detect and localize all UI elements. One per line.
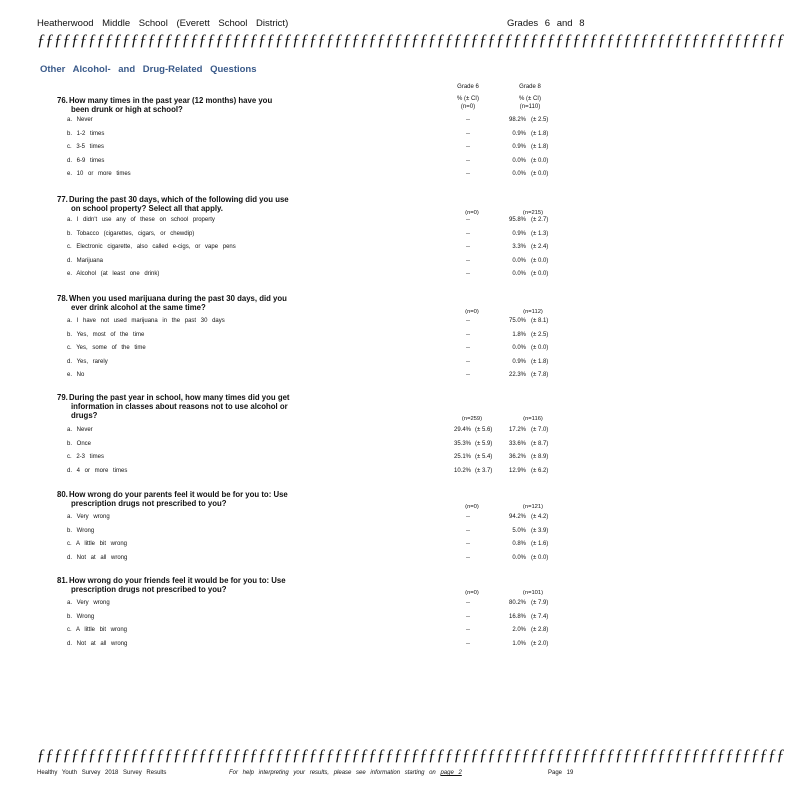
footer-page-link[interactable]: page 2: [440, 770, 462, 776]
grade6-value: --: [466, 600, 470, 606]
grade8-ci: (± 0.0): [531, 257, 549, 264]
grade8-ci: (± 1.8): [531, 358, 549, 365]
list-item: [0, 427, 618, 439]
list-item: [0, 627, 618, 639]
grade8-ci: (± 0.0): [531, 157, 549, 164]
grade6-value: --: [466, 358, 470, 365]
list-item: [0, 454, 618, 466]
grade6-value: --: [466, 318, 470, 324]
school-name: Heatherwood Middle School (Everett School District): [37, 18, 289, 29]
grade6-n-count: (n=0): [465, 504, 479, 510]
grade6-n-count: (n=0): [465, 309, 479, 315]
grade8-label: Grade 8: [519, 84, 541, 90]
grade6-n: (n=0): [460, 104, 476, 110]
question-text: [57, 490, 327, 508]
grade8-ci: (± 7.4): [531, 613, 549, 620]
option-label: e. 10 or more times: [67, 171, 131, 177]
question-line-3: drugs?: [71, 411, 98, 420]
grade6-value: --: [466, 171, 470, 177]
option-label: c. 3-5 times: [67, 144, 105, 150]
grade8-ci: (± 0.0): [531, 271, 549, 277]
grade8-n-count: (n=215): [522, 210, 544, 216]
option-label: b. Yes, most of the time: [67, 331, 145, 338]
section-title: Other Alcohol- and Drug-Related Questions: [40, 64, 257, 75]
grade8-ci: (± 1.8): [531, 144, 549, 150]
question-text: [57, 576, 327, 594]
grades-label: Grades 6 and 8: [507, 18, 585, 29]
grade6-value: 35.3%: [453, 440, 471, 447]
grade8-n: (n=110): [519, 104, 541, 110]
grade6-ci: (± 3.7): [475, 467, 493, 474]
grade6-value: --: [466, 331, 470, 338]
option-label: b. Tobacco (cigarettes, cigars, or chewdip): [67, 230, 195, 237]
question-text: [57, 195, 327, 213]
question-text: [57, 294, 327, 312]
grade8-ci: (± 2.7): [531, 217, 549, 223]
grade8-ci: (± 0.0): [531, 554, 549, 561]
option-label: c. A little bit wrong: [67, 627, 128, 633]
footer-survey-name: Healthy Youth Survey 2018 Survey Results: [37, 770, 167, 776]
grade8-value: 36.2%: [508, 454, 526, 460]
grade8-value: 1.8%: [512, 331, 526, 338]
grade6-value: --: [466, 257, 470, 264]
grade6-value: 25.1%: [453, 454, 471, 460]
option-label: a. Very wrong: [67, 600, 110, 606]
footer-page-number: Page 19: [548, 770, 574, 776]
grade8-value: 0.8%: [512, 541, 526, 547]
list-item: [0, 359, 618, 371]
grade8-value: 0.9%: [512, 230, 526, 237]
option-label: e. Alcohol (at least one drink): [67, 271, 160, 277]
grade8-ci: (± 2.4): [531, 244, 549, 250]
grade6-value: --: [466, 217, 470, 223]
question-number: 80.: [57, 490, 68, 499]
grade6-value: --: [466, 130, 470, 137]
grade8-ci: (± 1.3): [531, 230, 549, 237]
grade6-value: 29.4%: [453, 427, 471, 433]
option-label: c. Electronic cigarette, also called e-cigs, or vape pens: [67, 244, 236, 250]
grade8-ci: (± 2.5): [531, 331, 549, 338]
grade6-n-count: (n=0): [465, 590, 479, 596]
list-item: [0, 614, 618, 626]
grade6-value: --: [466, 157, 470, 164]
grade8-ci: (± 7.8): [531, 372, 549, 378]
footer-help-prefix: For help interpreting your results, please see information starting on: [229, 770, 436, 776]
grade6-value: --: [466, 230, 470, 237]
question-line-1-text: How wrong do your parents feel it would be for you to: Use: [69, 490, 288, 499]
grade8-ci: (± 2.5): [531, 117, 549, 123]
grade8-ci: (± 2.0): [531, 640, 549, 647]
list-item: [0, 144, 618, 156]
grade8-n-count: (n=112): [523, 309, 543, 315]
question-line-1: [57, 490, 288, 499]
question-line-2: ever drink alcohol at the same time?: [71, 303, 206, 312]
option-label: c. A little bit wrong: [67, 541, 128, 547]
list-item: [0, 131, 618, 143]
option-label: d. 6-9 times: [67, 157, 105, 164]
grade8-value: 0.0%: [512, 345, 526, 351]
grade6-ci: (± 5.6): [475, 427, 493, 433]
list-item: [0, 171, 618, 183]
option-label: d. Yes, rarely: [67, 358, 108, 365]
grade6-value: --: [466, 271, 470, 277]
option-label: a. I didn't use any of these on school property: [67, 217, 215, 223]
grade6-value: --: [466, 554, 470, 561]
grade8-value: 80.2%: [508, 600, 526, 606]
option-label: d. Marijuana: [67, 257, 104, 264]
question-number: 77.: [57, 195, 68, 204]
list-item: [0, 345, 618, 357]
grade6-value: 10.2%: [453, 467, 471, 474]
option-label: c. Yes, some of the time: [67, 345, 146, 351]
question-line-1-text: During the past year in school, how many times did you get: [69, 393, 290, 402]
question-text: [57, 96, 327, 114]
grade8-value: 0.9%: [512, 130, 526, 137]
grade8-ci: (± 7.0): [531, 427, 549, 433]
footer-help-text: [229, 770, 462, 776]
question-line-1-text: During the past 30 days, which of the following did you use: [69, 195, 289, 204]
list-item: [0, 217, 618, 229]
list-item: [0, 528, 618, 540]
grade8-value: 3.3%: [512, 244, 526, 250]
grade8-ci: (± 3.9): [531, 527, 549, 534]
list-item: [0, 332, 618, 344]
grade6-n-count: (n=259): [461, 416, 483, 422]
question-line-2: been drunk or high at school?: [71, 105, 183, 114]
question-line-1: [57, 96, 272, 105]
grade8-value: 75.0%: [508, 318, 526, 324]
grade8-ci: (± 6.2): [531, 467, 549, 474]
list-item: [0, 468, 618, 480]
grade6-value: --: [466, 244, 470, 250]
grade8-value: 16.8%: [508, 613, 526, 620]
grade8-value: 33.6%: [508, 440, 526, 447]
grade8-value: 0.9%: [512, 358, 526, 365]
list-item: [0, 117, 618, 129]
question-line-1-text: When you used marijuana during the past 30 days, did you: [69, 294, 287, 303]
question-number: 79.: [57, 393, 68, 402]
grade6-value: --: [466, 627, 470, 633]
option-label: b. 1-2 times: [67, 130, 105, 137]
grade6-value: --: [466, 117, 470, 123]
question-line-1: [57, 576, 286, 585]
question-number: 81.: [57, 576, 68, 585]
option-label: a. Never: [67, 427, 93, 433]
grade6-value: --: [466, 144, 470, 150]
list-item: [0, 271, 618, 283]
grade8-value: 0.0%: [512, 257, 526, 264]
grade6-value: --: [466, 527, 470, 534]
list-item: [0, 372, 618, 384]
grade6-ci-label: % (± CI): [457, 96, 479, 102]
list-item: [0, 514, 618, 526]
grade8-n-count: (n=116): [523, 416, 543, 422]
question-line-1: [57, 294, 287, 303]
option-label: a. I have not used marijuana in the past 30 days: [67, 318, 225, 324]
grade6-value: --: [466, 640, 470, 647]
list-item: [0, 555, 618, 567]
grade8-value: 0.0%: [512, 171, 526, 177]
grade8-value: 5.0%: [512, 527, 526, 534]
grade8-ci: (± 8.7): [531, 440, 549, 447]
option-label: a. Never: [67, 117, 93, 123]
grade8-ci: (± 4.2): [531, 514, 549, 520]
grade8-ci: (± 8.1): [531, 318, 549, 324]
grade8-value: 95.8%: [508, 217, 526, 223]
grade6-value: --: [466, 345, 470, 351]
grade8-value: 1.0%: [512, 640, 526, 647]
grade6-value: --: [466, 541, 470, 547]
question-line-2: prescription drugs not prescribed to you?: [71, 585, 227, 594]
grade8-ci: (± 0.0): [531, 171, 549, 177]
list-item: [0, 244, 618, 256]
grade8-value: 0.0%: [512, 271, 526, 277]
grade8-ci: (± 0.0): [531, 345, 549, 351]
grade6-label: Grade 6: [457, 84, 479, 90]
option-label: a. Very wrong: [67, 514, 110, 520]
option-label: b. Once: [67, 440, 92, 447]
question-line-2: information in classes about reasons not to use alcohol or: [71, 402, 288, 411]
grade8-value: 22.3%: [508, 372, 526, 378]
grade8-header: [510, 83, 550, 111]
grade6-header: [448, 83, 488, 111]
question-line-1-text: How wrong do your friends feel it would be for you to: Use: [69, 576, 286, 585]
question-number: 78.: [57, 294, 68, 303]
question-line-1: [57, 195, 289, 204]
grade8-value: 12.9%: [508, 467, 526, 474]
question-number: 76.: [57, 96, 68, 105]
question-line-1-text: How many times in the past year (12 months) have you: [69, 96, 273, 105]
grade8-value: 17.2%: [508, 427, 526, 433]
grade8-ci: (± 2.8): [531, 627, 549, 633]
question-line-2: on school property? Select all that apply.: [71, 204, 223, 213]
question-text: [57, 393, 327, 420]
option-label: d. Not at all wrong: [67, 640, 128, 647]
bottom-divider: ƒƒƒƒƒƒƒƒƒƒƒƒƒƒƒƒƒƒƒƒƒƒƒƒƒƒƒƒƒƒƒƒƒƒƒƒƒƒƒƒƒƒƒƒƒƒƒƒƒƒƒƒƒƒƒƒƒƒƒƒƒƒƒƒƒƒƒƒƒƒƒƒƒƒƒƒƒƒƒƒƒƒƒƒƒƒƒƒ: [37, 747, 785, 764]
list-item: [0, 158, 618, 170]
list-item: [0, 258, 618, 270]
grade6-value: --: [466, 613, 470, 620]
list-item: [0, 318, 618, 330]
grade8-ci: (± 7.9): [531, 600, 549, 606]
grade8-ci: (± 8.9): [531, 454, 549, 460]
grade8-value: 0.9%: [512, 144, 526, 150]
grade8-value: 98.2%: [508, 117, 526, 123]
option-label: c. 2-3 times: [67, 454, 105, 460]
grade8-value: 94.2%: [508, 514, 526, 520]
grade6-ci: (± 5.9): [475, 440, 493, 447]
list-item: [0, 541, 618, 553]
list-item: [0, 231, 618, 243]
option-label: d. 4 or more times: [67, 467, 128, 474]
grade8-n-count: (n=101): [522, 590, 544, 596]
list-item: [0, 600, 618, 612]
option-label: b. Wrong: [67, 527, 95, 534]
grade6-n-count: (n=0): [465, 210, 479, 216]
question-line-2: prescription drugs not prescribed to you?: [71, 499, 227, 508]
grade8-ci: (± 1.8): [531, 130, 549, 137]
grade8-value: 0.0%: [512, 157, 526, 164]
option-label: d. Not at all wrong: [67, 554, 128, 561]
grade8-n-count: (n=121): [522, 504, 544, 510]
list-item: [0, 441, 618, 453]
top-divider: ƒƒƒƒƒƒƒƒƒƒƒƒƒƒƒƒƒƒƒƒƒƒƒƒƒƒƒƒƒƒƒƒƒƒƒƒƒƒƒƒƒƒƒƒƒƒƒƒƒƒƒƒƒƒƒƒƒƒƒƒƒƒƒƒƒƒƒƒƒƒƒƒƒƒƒƒƒƒƒƒƒƒƒƒƒƒƒƒ: [37, 32, 785, 49]
grade6-value: --: [466, 372, 470, 378]
grade6-ci: (± 5.4): [475, 454, 493, 460]
grade8-ci: (± 1.6): [531, 541, 549, 547]
grade8-ci-label: % (± CI): [519, 96, 541, 102]
grade6-value: --: [466, 514, 470, 520]
option-label: b. Wrong: [67, 613, 95, 620]
question-line-1: [57, 393, 290, 402]
option-label: e. No: [67, 372, 85, 378]
list-item: [0, 641, 618, 653]
grade8-value: 2.0%: [512, 627, 526, 633]
grade8-value: 0.0%: [512, 554, 526, 561]
